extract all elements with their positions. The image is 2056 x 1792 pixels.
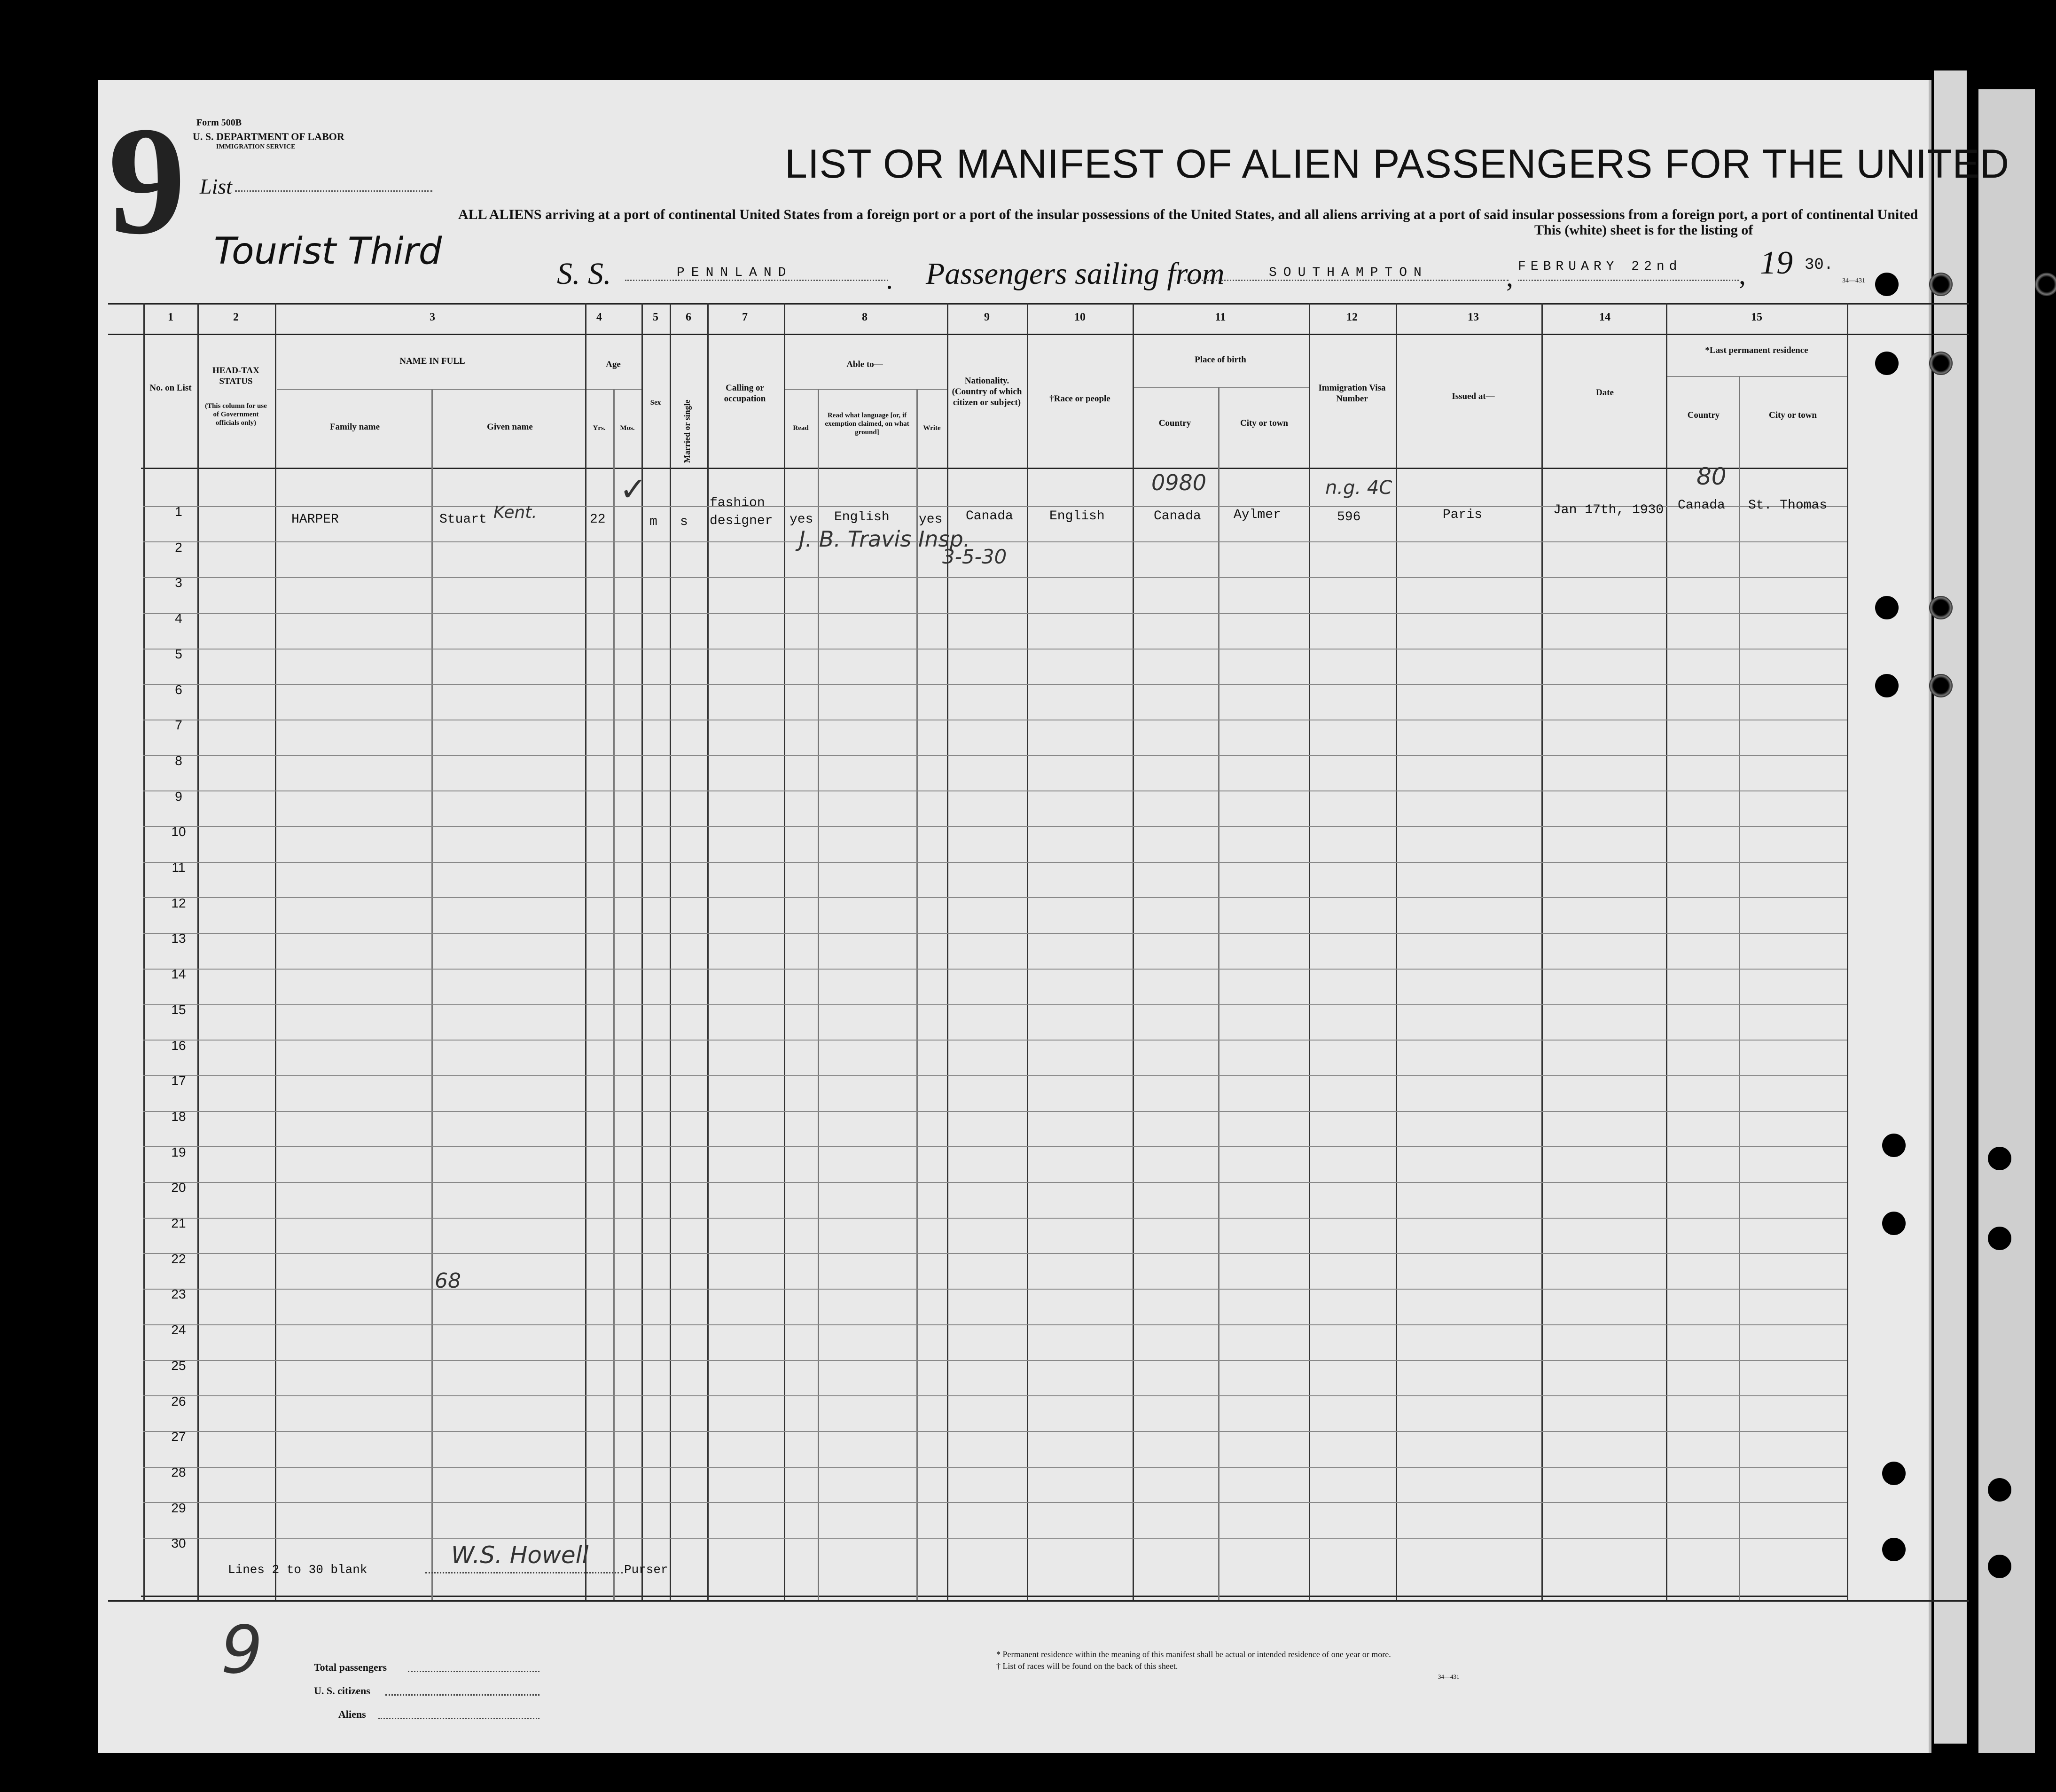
row-number: 4 (175, 611, 182, 626)
underlying-sheet-edge (1934, 70, 1967, 1744)
footnote-races: † List of races will be found on the back of this sheet. (996, 1661, 1178, 1671)
column-line (1847, 303, 1848, 1600)
res-city-cell: St. Thomas (1748, 498, 1828, 513)
res-country-cell: Canada (1678, 498, 1725, 513)
header-calling: Calling or occupation (724, 383, 766, 404)
header-family-name: Family name (329, 422, 380, 432)
header-no-on-list: No. on List (149, 383, 192, 393)
header-issued-at: Issued at— (1452, 391, 1495, 401)
column-line (947, 303, 948, 1600)
header-age: Age (606, 360, 621, 369)
row-line (143, 933, 1847, 934)
row-number: 28 (171, 1465, 186, 1479)
row-number: 10 (171, 824, 186, 839)
binder-hole (1882, 1462, 1906, 1485)
column-line (431, 389, 433, 1600)
row-line (143, 755, 1847, 756)
column-line (1133, 303, 1134, 1600)
header-res-country: Country (1687, 410, 1720, 420)
row-line (143, 969, 1847, 970)
binder-hole (1875, 596, 1899, 619)
column-line (670, 303, 671, 1600)
header-place-of-birth: Place of birth (1195, 355, 1246, 365)
table-bottom-border (141, 1596, 1847, 1597)
issued-at-cell: Paris (1443, 508, 1483, 522)
row-line (143, 1360, 1847, 1361)
birth-city-cell: Aylmer (1234, 508, 1281, 522)
birth-subheader-line (1133, 387, 1309, 388)
header-able-to: Able to— (846, 360, 883, 369)
column-line (1309, 303, 1310, 1600)
birth-country-cell: Canada (1154, 509, 1201, 524)
row-number: 14 (171, 967, 186, 981)
visa-number-cell: 596 (1337, 510, 1361, 524)
inspector-signature: J. B. Travis Insp. (799, 526, 970, 552)
column-line (1396, 303, 1397, 1600)
column-number: 7 (742, 311, 748, 323)
header-date: Date (1596, 388, 1614, 398)
row-number: 15 (171, 1002, 186, 1017)
row-line (143, 897, 1847, 898)
marital-cell: s (680, 515, 688, 529)
class-handwritten: Tourist Third (214, 230, 442, 273)
nationality-cell: Canada (966, 509, 1013, 524)
intro-text-2: This (white) sheet is for the listing of (1534, 222, 1753, 238)
column-number: 15 (1751, 311, 1762, 323)
column-number: 5 (653, 311, 658, 323)
binder-hole (1988, 1555, 2011, 1578)
row-line (143, 790, 1847, 791)
row-line (143, 1395, 1847, 1396)
header-given-name: Given name (487, 422, 533, 432)
header-visa-number: Immigration Visa Number (1318, 383, 1386, 404)
row-number: 9 (175, 789, 182, 804)
binder-hole (1988, 1478, 2011, 1502)
row-line (143, 1502, 1847, 1503)
row-line (143, 1182, 1847, 1183)
column-number-border (108, 334, 1969, 335)
header-last-residence: *Last permanent residence (1705, 345, 1808, 355)
row-line (143, 1218, 1847, 1219)
form-number: Form 500B (196, 117, 242, 128)
row-number: 24 (171, 1322, 186, 1337)
header-res-city: City or town (1768, 410, 1817, 420)
inspection-date: 3-5-30 (942, 545, 1007, 568)
us-citizens-line (385, 1694, 539, 1696)
punctuation: , (1506, 261, 1513, 292)
header-mos: Mos. (620, 424, 635, 432)
column-line (818, 389, 819, 1600)
form-code: 34—431 (1438, 1673, 1460, 1680)
sheet-number-stamp: 9 (108, 95, 186, 266)
intro-text: ALL ALIENS arriving at a port of continental United States from a foreign port or a port of the insular possessions of the United States, and all aliens arriving at a port of said insular possessions from a foreign port, a port of continental United (458, 207, 1918, 222)
occupation-cell-2: designer (710, 514, 773, 528)
header-birth-country: Country (1158, 418, 1191, 428)
row-number: 1 (175, 504, 182, 519)
column-line (1027, 303, 1028, 1600)
row-number: 11 (172, 860, 186, 875)
punctuation: , (1739, 259, 1746, 290)
handwritten-note: 68 (435, 1269, 461, 1293)
sailing-label: Passengers sailing from (926, 257, 1225, 291)
row-line (143, 1538, 1847, 1539)
row-line (143, 1324, 1847, 1325)
race-cell: English (1049, 509, 1105, 524)
binder-hole (1882, 1134, 1906, 1157)
row-number: 3 (175, 575, 182, 590)
row-number: 27 (171, 1429, 186, 1444)
row-number: 25 (171, 1358, 186, 1373)
form-code: 34—431 (1842, 277, 1865, 284)
row-number: 23 (171, 1287, 186, 1301)
row-line (143, 1431, 1847, 1432)
row-line (143, 1040, 1847, 1041)
column-line (1666, 303, 1667, 1600)
row-line (143, 684, 1847, 685)
column-line (784, 303, 785, 1600)
row-line (143, 862, 1847, 863)
date-cell: Jan 17th, 1930 (1553, 503, 1664, 517)
row-number: 6 (175, 682, 182, 697)
row-number: 8 (175, 753, 182, 768)
row-number: 12 (171, 896, 186, 910)
ss-label: S. S. (557, 257, 611, 291)
handwritten-note: 80 (1696, 463, 1727, 490)
table-top-border (108, 303, 1969, 305)
binder-hole (1929, 674, 1953, 697)
footnote-residence: * Permanent residence within the meaning of this manifest shall be actual or intended residence of one year or more. (996, 1650, 1391, 1659)
year-prefix: 19 (1760, 245, 1793, 281)
row-line (143, 1004, 1847, 1005)
row-number: 7 (175, 718, 182, 732)
row-line (143, 1253, 1847, 1254)
list-label: List (200, 174, 233, 198)
date-line (1518, 280, 1739, 281)
header-write: Write (923, 424, 941, 432)
header-nationality: Nationality. (Country of which citizen or subject) (952, 376, 1022, 407)
table-bottom-border-2 (108, 1600, 1969, 1602)
column-number: 6 (686, 311, 691, 323)
read-cell: yes (790, 512, 813, 527)
row-number: 26 (171, 1394, 186, 1409)
row-line (143, 1467, 1847, 1468)
department-name: U. S. DEPARTMENT OF LABOR (193, 131, 344, 142)
header-head-tax: HEAD-TAX STATUS (212, 366, 259, 386)
total-passengers-line (408, 1671, 539, 1672)
row-number: 20 (171, 1180, 186, 1195)
row-number: 17 (171, 1073, 186, 1088)
row-number: 16 (171, 1038, 186, 1053)
column-line (1739, 376, 1740, 1600)
column-line (197, 303, 199, 1600)
binder-hole (1882, 1212, 1906, 1235)
row-number: 19 (171, 1145, 186, 1159)
header-read-language: Read what language [or, if exemption claimed, on what ground] (825, 412, 909, 436)
column-number: 13 (1468, 311, 1479, 323)
row-line (143, 1146, 1847, 1147)
able-subheader-line (785, 389, 947, 390)
column-number: 14 (1599, 311, 1610, 323)
header-sex: Sex (650, 399, 661, 407)
row-number: 18 (171, 1109, 186, 1124)
write-cell: yes (919, 512, 943, 527)
ship-name: PENNLAND (677, 266, 793, 280)
column-number: 2 (233, 311, 239, 323)
residence-subheader-line (1666, 376, 1847, 377)
row-number: 2 (175, 540, 182, 555)
punctuation: . (886, 264, 893, 295)
handwritten-note: n.g. 4C (1325, 477, 1392, 499)
sailing-date: FEBRUARY 22nd (1518, 259, 1682, 274)
column-number: 1 (168, 311, 173, 323)
column-line (585, 303, 586, 1600)
underlying-sheet (1978, 89, 2035, 1753)
row-number: 29 (171, 1501, 186, 1515)
column-number: 10 (1074, 311, 1086, 323)
row-line (143, 613, 1847, 614)
column-number: 12 (1346, 311, 1358, 323)
binder-hole (1988, 1227, 2011, 1250)
column-line (1541, 303, 1543, 1600)
age-yrs-cell: 22 (590, 512, 606, 527)
us-citizens-label: U. S. citizens (314, 1685, 370, 1697)
header-name-in-full: NAME IN FULL (399, 356, 465, 366)
binder-hole (1875, 273, 1899, 296)
binder-hole (1988, 1147, 2011, 1170)
occupation-cell-1: fashion (710, 496, 765, 510)
total-passengers-label: Total passengers (314, 1661, 387, 1673)
column-line (613, 389, 615, 1600)
column-number: 9 (984, 311, 990, 323)
year-suffix: 30. (1805, 256, 1834, 274)
page-title: LIST OR MANIFEST OF ALIEN PASSENGERS FOR THE UNITED (785, 141, 2010, 187)
language-cell: English (834, 510, 890, 524)
given-name-cell: Stuart (439, 512, 487, 527)
row-line (143, 826, 1847, 827)
row-line (143, 1289, 1847, 1290)
header-bottom-border (141, 468, 1847, 469)
row-line (143, 1111, 1847, 1112)
binder-hole (1929, 273, 1953, 296)
binder-hole (1875, 352, 1899, 375)
binder-hole (1882, 1538, 1906, 1561)
purser-signature-line (425, 1572, 623, 1573)
row-line (143, 541, 1847, 542)
column-number: 4 (596, 311, 602, 323)
purser-signature: W.S. Howell (451, 1542, 589, 1569)
header-read: Read (793, 424, 809, 432)
row-line (143, 649, 1847, 650)
binder-hole (1875, 674, 1899, 697)
aliens-line (378, 1718, 539, 1719)
column-line (707, 303, 709, 1600)
header-married-or-single: Married or single (682, 399, 692, 463)
port-name: SOUTHAMPTON (1269, 266, 1428, 280)
sex-cell: m (649, 515, 657, 529)
handwritten-note: 9 (221, 1612, 263, 1689)
row-line (143, 577, 1847, 578)
given-name-handwritten: Kent. (493, 503, 537, 522)
row-number: 22 (171, 1252, 186, 1266)
binder-hole (1929, 352, 1953, 375)
service-name: IMMIGRATION SERVICE (216, 143, 296, 150)
column-number: 11 (1215, 311, 1226, 323)
row-number: 30 (171, 1536, 186, 1550)
handwritten-note: 0980 (1151, 470, 1207, 495)
column-line (916, 389, 918, 1600)
row-line (143, 1075, 1847, 1076)
binder-hole (2035, 273, 2056, 296)
column-number: 3 (430, 311, 435, 323)
column-number: 8 (862, 311, 868, 323)
blank-lines-note: Lines 2 to 30 blank (228, 1563, 367, 1577)
aliens-label: Aliens (338, 1708, 366, 1720)
family-name-cell: HARPER (291, 512, 339, 527)
header-yrs: Yrs. (593, 424, 606, 432)
age-check-mark: ✓ (619, 470, 647, 509)
column-line (275, 303, 276, 1600)
header-race: †Race or people (1049, 394, 1110, 404)
purser-label: Purser (624, 1563, 668, 1577)
row-number: 13 (171, 931, 186, 946)
row-number: 5 (175, 647, 182, 661)
header-head-tax-note: (This column for use of Government officials only) (205, 402, 267, 427)
column-line (1218, 387, 1220, 1600)
list-blank-line (235, 190, 432, 192)
header-birth-city: City or town (1240, 418, 1289, 428)
column-line (143, 303, 145, 1600)
binder-hole (1929, 596, 1953, 619)
row-number: 21 (171, 1216, 186, 1230)
